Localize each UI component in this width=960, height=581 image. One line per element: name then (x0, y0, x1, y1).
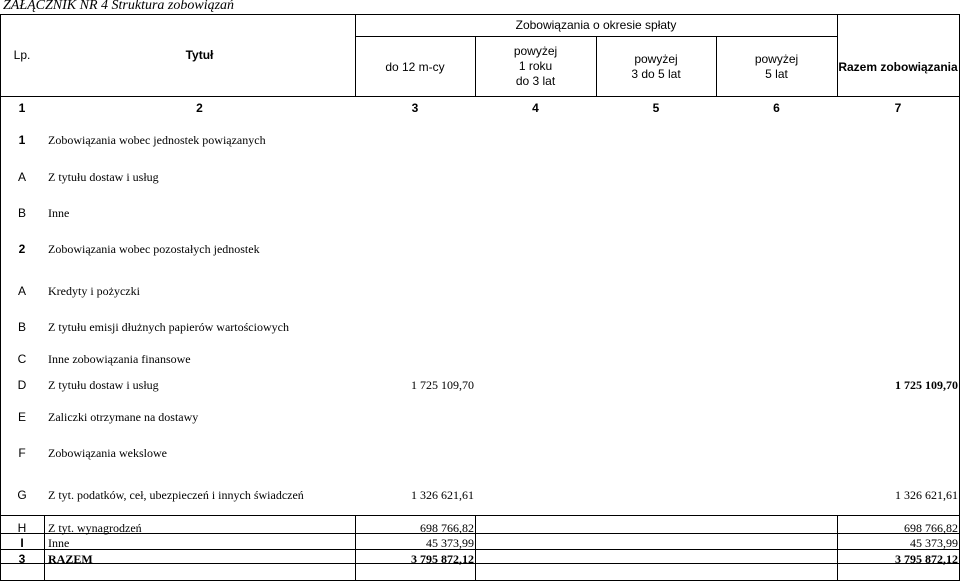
rule (0, 515, 960, 516)
header-col-3-line1: powyżej (634, 52, 678, 66)
row-title: Zobowiązania wobec pozostałych jednostek (48, 242, 260, 256)
row-title: Z tytułu emisji dłużnych papierów wartościowych (48, 320, 289, 334)
liabilities-table (0, 14, 960, 581)
row-value-do-12-m-cy: 698 766,82 (420, 521, 474, 535)
row-value-do-12-m-cy: 1 326 621,61 (411, 488, 474, 502)
header-col-1: do 12 m-cy (385, 60, 445, 74)
col-number: 4 (532, 101, 539, 115)
header-col-2-line1: powyżej (513, 44, 558, 58)
row-lp: G (17, 488, 27, 502)
rule (0, 14, 960, 15)
row-title: Z tytułu dostaw i usług (48, 378, 159, 392)
row-lp: B (17, 206, 26, 220)
row-lp: A (17, 284, 26, 298)
header-col-4-line2: 5 lat (765, 67, 788, 81)
row-value-do-12-m-cy: 1 725 109,70 (411, 378, 474, 392)
rule (837, 14, 838, 97)
row-title: Inne zobowiązania finansowe (48, 352, 191, 366)
header-razem: Razem zobowiązania (838, 60, 958, 74)
col-number: 6 (773, 101, 780, 115)
row-value-razem: 45 373,99 (910, 536, 958, 550)
row-lp: C (17, 352, 27, 366)
rule (44, 515, 45, 581)
row-lp: F (18, 446, 26, 460)
row-lp: B (17, 320, 26, 334)
row-title: Z tytułu dostaw i usług (48, 170, 159, 184)
header-col-3-line2: 3 do 5 lat (631, 67, 681, 81)
row-lp: A (17, 170, 26, 184)
row-value-razem: 1 725 109,70 (895, 378, 958, 392)
row-value-razem: 3 795 872,12 (895, 552, 958, 566)
row-title: Zobowiązania wekslowe (48, 446, 167, 460)
col-number: 5 (652, 101, 660, 115)
row-lp: 2 (18, 242, 26, 256)
col-number: 7 (894, 101, 902, 115)
col-number: 3 (411, 101, 419, 115)
header-col-2-line2: 1 roku (518, 59, 553, 73)
col-number: 2 (196, 101, 203, 115)
row-lp: 1 (18, 133, 26, 147)
row-lp: 3 (18, 552, 26, 566)
col-number: 1 (18, 101, 26, 115)
row-title: Zaliczki otrzymane na dostawy (48, 410, 199, 424)
document-title: ZAŁĄCZNIK NR 4 Struktura zobowiązań (3, 0, 235, 13)
row-value-razem: 698 766,82 (904, 521, 958, 535)
row-lp: D (17, 378, 27, 392)
header-tytul: Tytuł (185, 48, 214, 62)
row-title: Inne (48, 206, 70, 220)
row-value-do-12-m-cy: 45 373,99 (426, 536, 474, 550)
header-col-2-line3: do 3 lat (515, 74, 556, 88)
row-title: RAZEM (48, 552, 93, 566)
header-lp: Lp. (13, 48, 31, 62)
row-title: Zobowiązania wobec jednostek powiązanych (48, 133, 266, 147)
rule (0, 96, 960, 97)
header-group: Zobowiązania o okresie spłaty (515, 18, 677, 32)
row-lp: H (17, 521, 27, 535)
row-title: Inne (48, 536, 70, 550)
row-lp: E (17, 410, 26, 424)
row-value-razem: 1 326 621,61 (895, 488, 958, 502)
row-title: Z tyt. wynagrodzeń (48, 521, 142, 535)
row-lp: I (20, 536, 24, 550)
row-value-do-12-m-cy: 3 795 872,12 (411, 552, 474, 566)
rule (475, 515, 476, 581)
row-title: Kredyty i pożyczki (48, 284, 140, 298)
row-title: Z tyt. podatków, ceł, ubezpieczeń i innych świadczeń (48, 488, 304, 502)
header-col-4-line1: powyżej (754, 52, 799, 66)
